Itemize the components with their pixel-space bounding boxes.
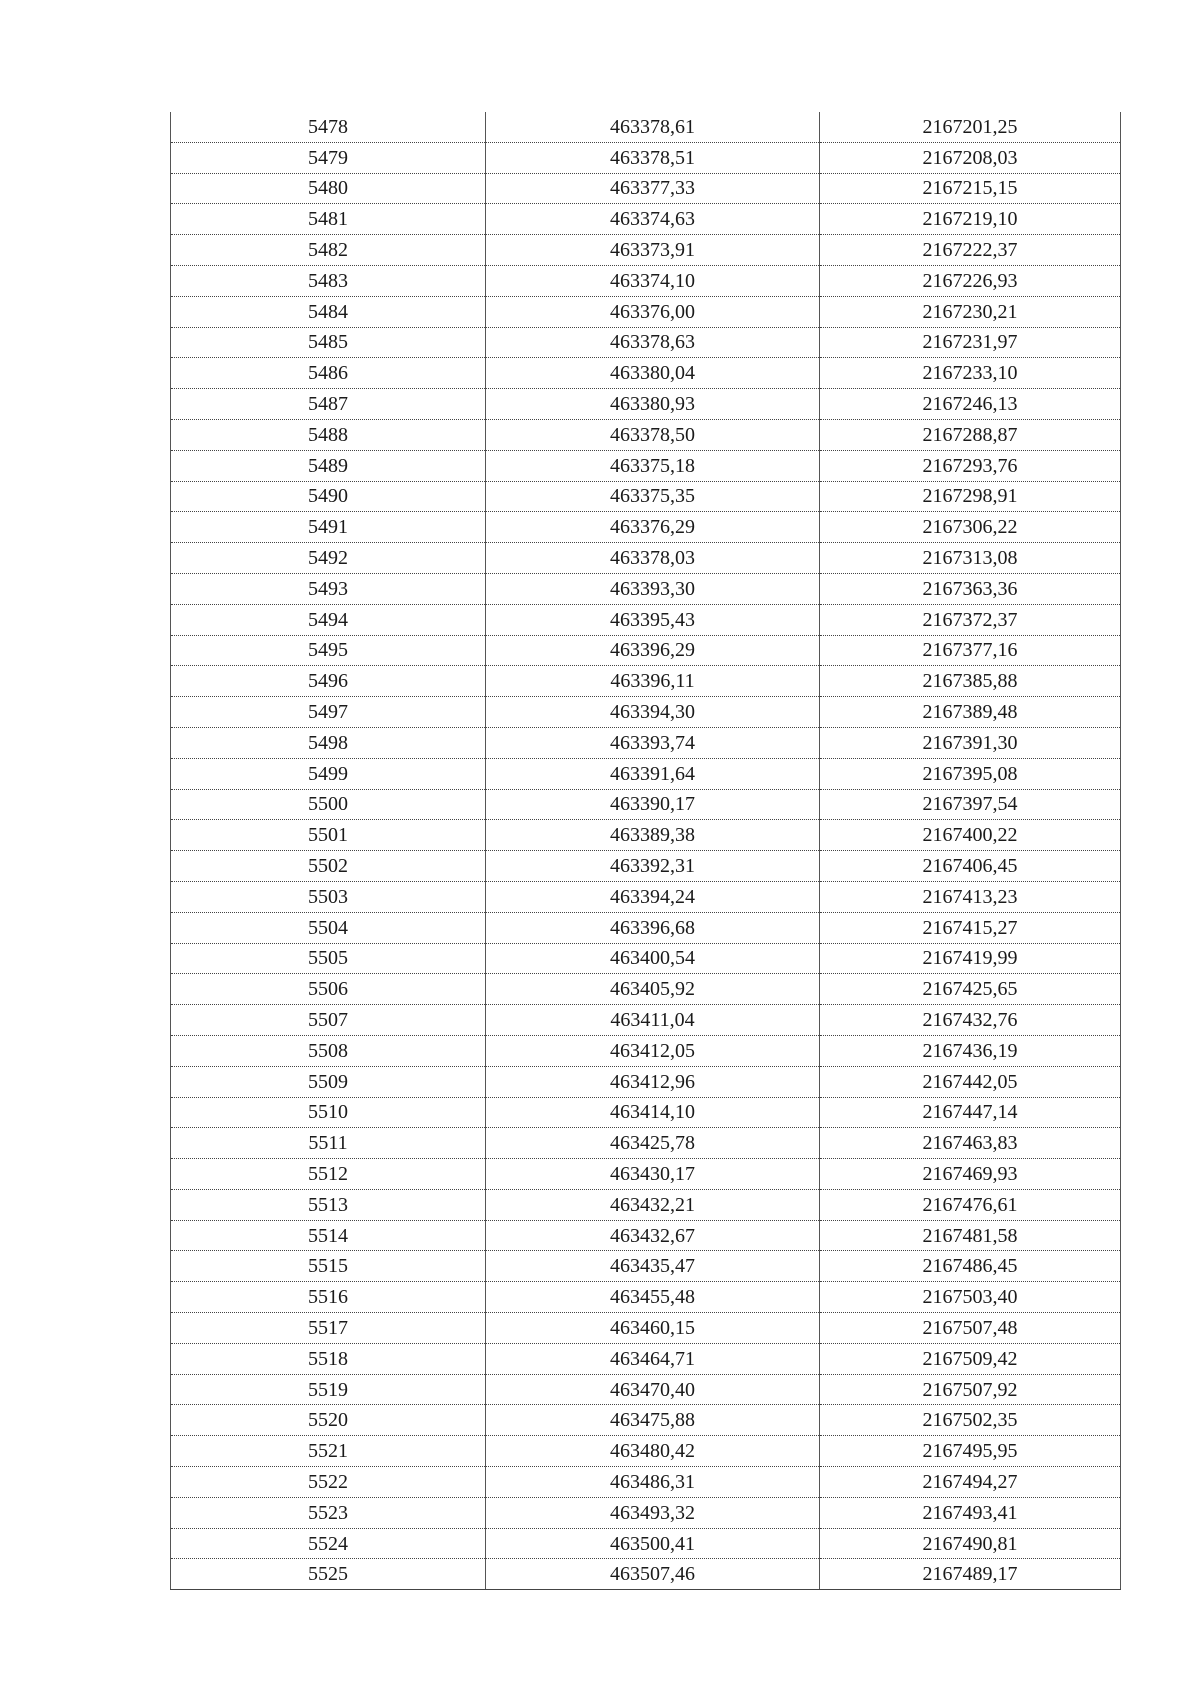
point-number-cell: 5486: [171, 358, 486, 389]
y-coordinate-cell: 2167436,19: [820, 1035, 1121, 1066]
y-coordinate-cell: 2167391,30: [820, 727, 1121, 758]
x-coordinate-cell: 463414,10: [486, 1097, 820, 1128]
y-coordinate-cell: 2167226,93: [820, 265, 1121, 296]
y-coordinate-cell: 2167215,15: [820, 173, 1121, 204]
x-coordinate-cell: 463432,21: [486, 1189, 820, 1220]
x-coordinate-cell: 463375,18: [486, 450, 820, 481]
x-coordinate-cell: 463464,71: [486, 1343, 820, 1374]
table-row: [171, 1159, 1121, 1190]
x-coordinate-cell: 463493,32: [486, 1497, 820, 1528]
point-number-cell: 5502: [171, 851, 486, 882]
point-number-cell: 5505: [171, 943, 486, 974]
point-number-cell: 5518: [171, 1343, 486, 1374]
x-coordinate-cell: 463396,11: [486, 666, 820, 697]
x-coordinate-cell: 463393,74: [486, 727, 820, 758]
x-coordinate-cell: 463378,63: [486, 327, 820, 358]
y-coordinate-cell: 2167246,13: [820, 389, 1121, 420]
table-row: [171, 666, 1121, 697]
point-number-cell: 5479: [171, 142, 486, 173]
y-coordinate-cell: 2167489,17: [820, 1559, 1121, 1590]
table-row: [171, 820, 1121, 851]
x-coordinate-cell: 463389,38: [486, 820, 820, 851]
point-number-cell: 5499: [171, 758, 486, 789]
table-row: [171, 943, 1121, 974]
y-coordinate-cell: 2167219,10: [820, 204, 1121, 235]
y-coordinate-cell: 2167507,48: [820, 1313, 1121, 1344]
y-coordinate-cell: 2167395,08: [820, 758, 1121, 789]
x-coordinate-cell: 463396,29: [486, 635, 820, 666]
table-row: [171, 543, 1121, 574]
y-coordinate-cell: 2167486,45: [820, 1251, 1121, 1282]
table-row: [171, 1528, 1121, 1559]
point-number-cell: 5480: [171, 173, 486, 204]
table-row: [171, 389, 1121, 420]
table-row: [171, 604, 1121, 635]
x-coordinate-cell: 463411,04: [486, 1005, 820, 1036]
y-coordinate-cell: 2167493,41: [820, 1497, 1121, 1528]
y-coordinate-cell: 2167415,27: [820, 912, 1121, 943]
table-row: [171, 1343, 1121, 1374]
point-number-cell: 5491: [171, 512, 486, 543]
table-row: [171, 1066, 1121, 1097]
x-coordinate-cell: 463507,46: [486, 1559, 820, 1590]
point-number-cell: 5478: [171, 112, 486, 142]
table-row: [171, 1097, 1121, 1128]
point-number-cell: 5494: [171, 604, 486, 635]
table-row: [171, 296, 1121, 327]
x-coordinate-cell: 463500,41: [486, 1528, 820, 1559]
y-coordinate-cell: 2167490,81: [820, 1528, 1121, 1559]
y-coordinate-cell: 2167372,37: [820, 604, 1121, 635]
point-number-cell: 5501: [171, 820, 486, 851]
y-coordinate-cell: 2167389,48: [820, 697, 1121, 728]
y-coordinate-cell: 2167377,16: [820, 635, 1121, 666]
x-coordinate-cell: 463391,64: [486, 758, 820, 789]
table-row: [171, 1005, 1121, 1036]
y-coordinate-cell: 2167313,08: [820, 543, 1121, 574]
y-coordinate-cell: 2167363,36: [820, 573, 1121, 604]
point-number-cell: 5484: [171, 296, 486, 327]
point-number-cell: 5525: [171, 1559, 486, 1590]
y-coordinate-cell: 2167298,91: [820, 481, 1121, 512]
x-coordinate-cell: 463430,17: [486, 1159, 820, 1190]
y-coordinate-cell: 2167385,88: [820, 666, 1121, 697]
y-coordinate-cell: 2167509,42: [820, 1343, 1121, 1374]
y-coordinate-cell: 2167495,95: [820, 1436, 1121, 1467]
y-coordinate-cell: 2167230,21: [820, 296, 1121, 327]
x-coordinate-cell: 463394,24: [486, 881, 820, 912]
table-row: [171, 1436, 1121, 1467]
point-number-cell: 5507: [171, 1005, 486, 1036]
x-coordinate-cell: 463380,04: [486, 358, 820, 389]
point-number-cell: 5497: [171, 697, 486, 728]
table-row: [171, 974, 1121, 1005]
point-number-cell: 5522: [171, 1467, 486, 1498]
table-row: [171, 1251, 1121, 1282]
point-number-cell: 5509: [171, 1066, 486, 1097]
point-number-cell: 5500: [171, 789, 486, 820]
x-coordinate-cell: 463392,31: [486, 851, 820, 882]
y-coordinate-cell: 2167201,25: [820, 112, 1121, 142]
point-number-cell: 5521: [171, 1436, 486, 1467]
table-row: [171, 1189, 1121, 1220]
point-number-cell: 5495: [171, 635, 486, 666]
point-number-cell: 5508: [171, 1035, 486, 1066]
point-number-cell: 5490: [171, 481, 486, 512]
y-coordinate-cell: 2167442,05: [820, 1066, 1121, 1097]
table-row: [171, 697, 1121, 728]
table-row: [171, 851, 1121, 882]
x-coordinate-cell: 463394,30: [486, 697, 820, 728]
point-number-cell: 5504: [171, 912, 486, 943]
point-number-cell: 5519: [171, 1374, 486, 1405]
x-coordinate-cell: 463374,10: [486, 265, 820, 296]
point-number-cell: 5523: [171, 1497, 486, 1528]
point-number-cell: 5520: [171, 1405, 486, 1436]
table-row: [171, 789, 1121, 820]
table-row: [171, 1497, 1121, 1528]
x-coordinate-cell: 463425,78: [486, 1128, 820, 1159]
y-coordinate-cell: 2167503,40: [820, 1282, 1121, 1313]
table-row: [171, 1467, 1121, 1498]
x-coordinate-cell: 463455,48: [486, 1282, 820, 1313]
y-coordinate-cell: 2167406,45: [820, 851, 1121, 882]
y-coordinate-cell: 2167507,92: [820, 1374, 1121, 1405]
x-coordinate-cell: 463373,91: [486, 235, 820, 266]
x-coordinate-cell: 463376,00: [486, 296, 820, 327]
table-row: [171, 1405, 1121, 1436]
table-row: [171, 112, 1121, 142]
y-coordinate-cell: 2167463,83: [820, 1128, 1121, 1159]
point-number-cell: 5488: [171, 419, 486, 450]
y-coordinate-cell: 2167425,65: [820, 974, 1121, 1005]
point-number-cell: 5485: [171, 327, 486, 358]
y-coordinate-cell: 2167469,93: [820, 1159, 1121, 1190]
table-row: [171, 204, 1121, 235]
table-row: [171, 450, 1121, 481]
table-row: [171, 481, 1121, 512]
point-number-cell: 5489: [171, 450, 486, 481]
x-coordinate-cell: 463377,33: [486, 173, 820, 204]
table-row: [171, 512, 1121, 543]
y-coordinate-cell: 2167306,22: [820, 512, 1121, 543]
point-number-cell: 5498: [171, 727, 486, 758]
point-number-cell: 5503: [171, 881, 486, 912]
y-coordinate-cell: 2167502,35: [820, 1405, 1121, 1436]
table-row: [171, 1559, 1121, 1590]
point-number-cell: 5524: [171, 1528, 486, 1559]
y-coordinate-cell: 2167222,37: [820, 235, 1121, 266]
x-coordinate-cell: 463378,03: [486, 543, 820, 574]
coordinates-table-body: [171, 112, 1121, 1590]
x-coordinate-cell: 463393,30: [486, 573, 820, 604]
point-number-cell: 5517: [171, 1313, 486, 1344]
x-coordinate-cell: 463374,63: [486, 204, 820, 235]
y-coordinate-cell: 2167494,27: [820, 1467, 1121, 1498]
point-number-cell: 5506: [171, 974, 486, 1005]
y-coordinate-cell: 2167419,99: [820, 943, 1121, 974]
point-number-cell: 5512: [171, 1159, 486, 1190]
y-coordinate-cell: 2167233,10: [820, 358, 1121, 389]
x-coordinate-cell: 463390,17: [486, 789, 820, 820]
y-coordinate-cell: 2167397,54: [820, 789, 1121, 820]
x-coordinate-cell: 463375,35: [486, 481, 820, 512]
x-coordinate-cell: 463380,93: [486, 389, 820, 420]
x-coordinate-cell: 463378,51: [486, 142, 820, 173]
point-number-cell: 5492: [171, 543, 486, 574]
point-number-cell: 5481: [171, 204, 486, 235]
y-coordinate-cell: 2167293,76: [820, 450, 1121, 481]
coordinates-table: [170, 112, 1121, 1590]
x-coordinate-cell: 463470,40: [486, 1374, 820, 1405]
table-row: [171, 235, 1121, 266]
point-number-cell: 5511: [171, 1128, 486, 1159]
point-number-cell: 5516: [171, 1282, 486, 1313]
table-row: [171, 265, 1121, 296]
point-number-cell: 5493: [171, 573, 486, 604]
y-coordinate-cell: 2167432,76: [820, 1005, 1121, 1036]
point-number-cell: 5514: [171, 1220, 486, 1251]
y-coordinate-cell: 2167288,87: [820, 419, 1121, 450]
x-coordinate-cell: 463405,92: [486, 974, 820, 1005]
y-coordinate-cell: 2167208,03: [820, 142, 1121, 173]
y-coordinate-cell: 2167400,22: [820, 820, 1121, 851]
x-coordinate-cell: 463378,61: [486, 112, 820, 142]
table-row: [171, 635, 1121, 666]
point-number-cell: 5515: [171, 1251, 486, 1282]
x-coordinate-cell: 463480,42: [486, 1436, 820, 1467]
x-coordinate-cell: 463400,54: [486, 943, 820, 974]
y-coordinate-cell: 2167447,14: [820, 1097, 1121, 1128]
point-number-cell: 5510: [171, 1097, 486, 1128]
table-row: [171, 573, 1121, 604]
table-row: [171, 327, 1121, 358]
x-coordinate-cell: 463432,67: [486, 1220, 820, 1251]
point-number-cell: 5513: [171, 1189, 486, 1220]
y-coordinate-cell: 2167231,97: [820, 327, 1121, 358]
y-coordinate-cell: 2167481,58: [820, 1220, 1121, 1251]
table-row: [171, 358, 1121, 389]
table-row: [171, 1035, 1121, 1066]
table-row: [171, 758, 1121, 789]
y-coordinate-cell: 2167413,23: [820, 881, 1121, 912]
table-row: [171, 419, 1121, 450]
table-row: [171, 1313, 1121, 1344]
table-row: [171, 881, 1121, 912]
x-coordinate-cell: 463435,47: [486, 1251, 820, 1282]
x-coordinate-cell: 463395,43: [486, 604, 820, 635]
point-number-cell: 5482: [171, 235, 486, 266]
x-coordinate-cell: 463376,29: [486, 512, 820, 543]
table-row: [171, 173, 1121, 204]
x-coordinate-cell: 463475,88: [486, 1405, 820, 1436]
x-coordinate-cell: 463412,96: [486, 1066, 820, 1097]
table-row: [171, 1374, 1121, 1405]
table-row: [171, 142, 1121, 173]
x-coordinate-cell: 463460,15: [486, 1313, 820, 1344]
x-coordinate-cell: 463486,31: [486, 1467, 820, 1498]
point-number-cell: 5496: [171, 666, 486, 697]
x-coordinate-cell: 463378,50: [486, 419, 820, 450]
table-row: [171, 912, 1121, 943]
x-coordinate-cell: 463412,05: [486, 1035, 820, 1066]
y-coordinate-cell: 2167476,61: [820, 1189, 1121, 1220]
point-number-cell: 5483: [171, 265, 486, 296]
table-row: [171, 727, 1121, 758]
table-row: [171, 1220, 1121, 1251]
point-number-cell: 5487: [171, 389, 486, 420]
table-row: [171, 1282, 1121, 1313]
x-coordinate-cell: 463396,68: [486, 912, 820, 943]
table-row: [171, 1128, 1121, 1159]
